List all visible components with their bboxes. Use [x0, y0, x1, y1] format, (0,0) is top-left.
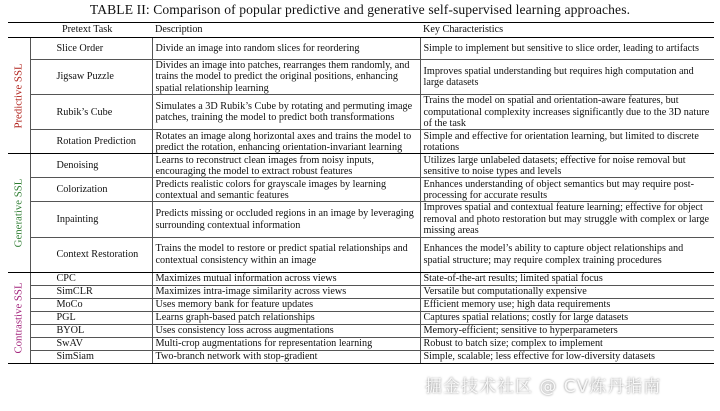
task-cell: Denoising — [30, 154, 152, 178]
task-cell: Jigsaw Puzzle — [30, 60, 152, 95]
description-cell: Trains the model to restore or predict spatial relationships and contextual consistency within an image — [152, 237, 420, 272]
description-cell: Predicts missing or occluded regions in an image by leveraging surrounding contextual information — [152, 202, 420, 237]
group-label-predictive: Predictive SSL — [12, 63, 25, 129]
characteristics-cell: Improves spatial and contextual feature learning; effective for object removal and photo restoration but may struggle with complex or large missing areas — [420, 202, 714, 237]
group-label-contrastive: Contrastive SSL — [12, 282, 25, 354]
description-cell: Maximizes mutual information across views — [152, 272, 420, 285]
characteristics-cell: Versatile but computationally expensive — [420, 285, 714, 298]
table-row — [8, 237, 714, 272]
description-cell: Divides an image into patches, rearranges them randomly, and trains the model to predict the original positions, enhancing spatial relationship learning — [152, 60, 420, 95]
table-caption: TABLE II: Comparison of popular predictive and generative self-supervised learning approaches. — [89, 2, 631, 17]
table-row — [8, 285, 714, 298]
description-cell: Multi-crop augmentations for representation learning — [152, 337, 420, 350]
task-cell: PGL — [30, 311, 152, 324]
characteristics-cell: Utilizes large unlabeled datasets; effective for noise removal but sensitive to noise types and levels — [420, 154, 714, 178]
characteristics-cell: Trains the model on spatial and orientation-aware features, but computational complexity increases significantly due to the 3D nature of the task — [420, 95, 714, 130]
task-cell: Colorization — [30, 178, 152, 202]
table-row — [8, 38, 714, 60]
characteristics-cell: Enhances understanding of object semantics but may require post-processing for accurate results — [420, 178, 714, 202]
task-cell: Slice Order — [30, 38, 152, 60]
description-cell: Divide an image into random slices for reordering — [152, 38, 420, 60]
table-row — [8, 350, 714, 363]
description-cell: Two-branch network with stop-gradient — [152, 350, 420, 363]
table-row — [8, 298, 714, 311]
header-description: Description — [152, 23, 420, 38]
task-cell: Context Restoration — [30, 237, 152, 272]
characteristics-cell: Robust to batch size; complex to implement — [420, 337, 714, 350]
task-cell: Rubik’s Cube — [30, 95, 152, 130]
group-label-generative: Generative SSL — [12, 178, 25, 248]
task-cell: SimSiam — [30, 350, 152, 363]
characteristics-cell: Simple to implement but sensitive to slice order, leading to artifacts — [420, 38, 714, 60]
table-row — [8, 154, 714, 178]
description-cell: Predicts realistic colors for grayscale images by learning contextual and semantic features — [152, 178, 420, 202]
task-cell: Inpainting — [30, 202, 152, 237]
watermark: 掘金技术社区 @ CV炼丹指南 — [425, 377, 662, 397]
characteristics-cell: Simple, scalable; less effective for low-diversity datasets — [420, 350, 714, 363]
description-cell: Learns to reconstruct clean images from noisy inputs, encouraging the model to extract robust features — [152, 154, 420, 178]
description-cell: Learns graph-based patch relationships — [152, 311, 420, 324]
comparison-table — [8, 22, 714, 364]
table-row — [8, 95, 714, 130]
characteristics-cell: Simple and effective for orientation learning, but limited to discrete rotations — [420, 130, 714, 154]
table-row — [8, 324, 714, 337]
group-cell-contrastive — [8, 272, 30, 363]
task-cell: SwAV — [30, 337, 152, 350]
header-group — [8, 23, 30, 38]
table-row — [8, 272, 714, 285]
description-cell: Simulates a 3D Rubik’s Cube by rotating and permuting image patches, training the model to predict both transformations — [152, 95, 420, 130]
characteristics-cell: Memory-efficient; sensitive to hyperparameters — [420, 324, 714, 337]
description-cell: Uses memory bank for feature updates — [152, 298, 420, 311]
task-cell: CPC — [30, 272, 152, 285]
table-row — [8, 178, 714, 202]
header-row — [8, 23, 714, 38]
table-row — [8, 311, 714, 324]
task-cell: BYOL — [30, 324, 152, 337]
characteristics-cell: State-of-the-art results; limited spatial focus — [420, 272, 714, 285]
table-row — [8, 130, 714, 154]
task-cell: MoCo — [30, 298, 152, 311]
header-task: Pretext Task — [30, 23, 152, 38]
header-characteristics: Key Characteristics — [420, 23, 714, 38]
table-row — [8, 337, 714, 350]
description-cell: Rotates an image along horizontal axes and trains the model to predict the rotation, enhancing orientation-invariant learning — [152, 130, 420, 154]
characteristics-cell: Improves spatial understanding but requires high computation and large datasets — [420, 60, 714, 95]
description-cell: Uses consistency loss across augmentations — [152, 324, 420, 337]
task-cell: Rotation Prediction — [30, 130, 152, 154]
task-cell: SimCLR — [30, 285, 152, 298]
characteristics-cell: Efficient memory use; high data requirements — [420, 298, 714, 311]
description-cell: Maximizes intra-image similarity across views — [152, 285, 420, 298]
characteristics-cell: Captures spatial relations; costly for large datasets — [420, 311, 714, 324]
group-cell-generative — [8, 154, 30, 272]
table-row — [8, 60, 714, 95]
table-row — [8, 202, 714, 237]
characteristics-cell: Enhances the model’s ability to capture object relationships and spatial structure; may require complex training procedures — [420, 237, 714, 272]
group-cell-predictive — [8, 38, 30, 154]
